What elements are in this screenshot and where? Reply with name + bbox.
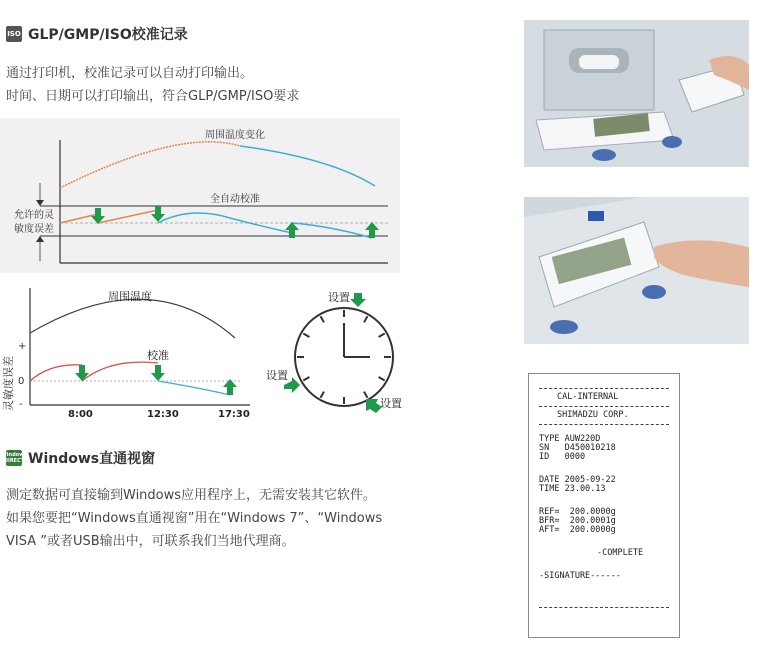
section-heading-glp	[6, 24, 188, 44]
receipt-line: SN D450010218	[539, 443, 616, 453]
time-label: 17:30	[218, 409, 250, 420]
time-label: 12:30	[147, 409, 179, 420]
receipt-line: REF= 200.0000g	[539, 507, 616, 517]
zero-label: 0	[18, 376, 25, 387]
down-arrow-icon	[75, 365, 89, 381]
receipt-line: ID 0000	[539, 452, 586, 462]
receipt-line: AFT= 200.0000g	[539, 525, 616, 535]
set-label: 设置	[380, 397, 402, 410]
text-line: 如果您要把“Windows直通视窗”用在“Windows 7”、“Windows	[6, 511, 383, 526]
time-label: 8:00	[68, 409, 93, 420]
auto-calibration-label: 全自动校准	[210, 194, 260, 205]
receipt-line: BFR= 200.0001g	[539, 516, 616, 526]
calibration-diagram	[0, 118, 400, 273]
calibration-receipt	[528, 373, 680, 638]
receipt-line: TIME 23.00.13	[539, 484, 606, 494]
plus-label: +	[18, 341, 27, 352]
receipt-line: SHIMADZU CORP.	[557, 410, 629, 420]
tolerance-label: 允许的灵	[14, 210, 54, 221]
minus-label: -	[19, 399, 23, 410]
arrow-icon	[350, 293, 366, 307]
section-text	[6, 62, 506, 108]
text-line: 时间、日期可以打印输出，符合GLP/GMP/ISO要求	[6, 89, 300, 104]
calibration-label: 校准	[147, 349, 169, 362]
receipt-line: DATE 2005-09-22	[539, 475, 616, 485]
set-label: 设置	[266, 369, 288, 382]
section-title: Windows直通视窗	[28, 451, 156, 467]
down-arrow-icon	[151, 365, 165, 381]
section-heading-windows	[1, 448, 156, 468]
curve-label: 周围温度变化	[205, 130, 265, 141]
section-title: GLP/GMP/ISO校准记录	[28, 27, 188, 43]
text-line: 通过打印机，校准记录可以自动打印输出。	[6, 66, 254, 81]
y-axis-label: 灵敏度误差	[2, 356, 15, 411]
sensitivity-diagram	[0, 283, 260, 423]
balance-printer-photo	[524, 20, 749, 167]
chart-title: 周围温度	[108, 290, 152, 303]
clock-diagram	[262, 285, 410, 420]
tolerance-label: 敏度误差	[14, 224, 54, 235]
text-line: 测定数据可直接输到Windows应用程序上，无需安装其它软件。	[6, 488, 377, 503]
receipt-line: -COMPLETE	[597, 548, 644, 558]
receipt-line: CAL-INTERNAL	[557, 392, 619, 402]
receipt-line: TYPE AUW220D	[539, 434, 601, 444]
windows-direct-icon: Windows DIRECT	[1, 452, 27, 464]
iso-icon: ISO	[6, 26, 22, 42]
receipt-line: -SIGNATURE------	[539, 571, 621, 581]
balance-display-photo	[524, 197, 749, 344]
text-line: VISA ”或者USB输出中，可联系我们当地代理商。	[6, 534, 295, 549]
section-text	[6, 484, 506, 553]
set-label: 设置	[328, 291, 350, 304]
